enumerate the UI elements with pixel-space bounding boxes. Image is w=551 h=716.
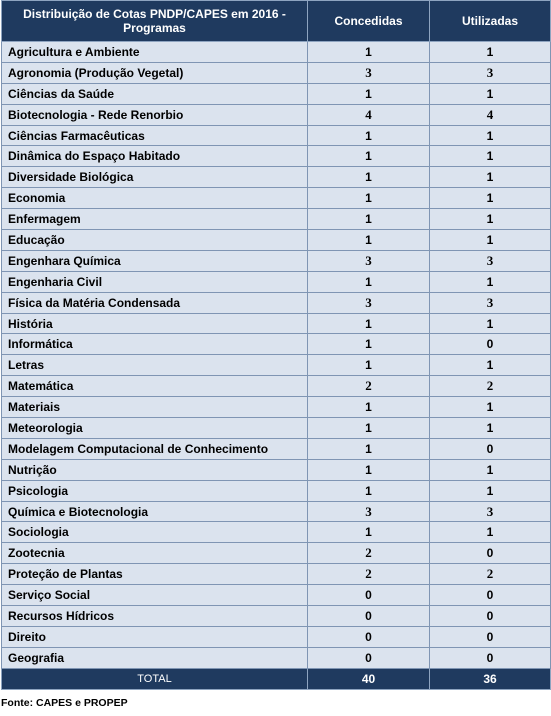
- program-name-cell: Meteorologia: [2, 418, 308, 439]
- concedidas-cell: 0: [308, 647, 430, 668]
- concedidas-cell: 1: [308, 438, 430, 459]
- program-name-cell: Ciências Farmacêuticas: [2, 125, 308, 146]
- program-name-cell: Zootecnia: [2, 543, 308, 564]
- table-row: [2, 397, 551, 418]
- table-row: [2, 334, 551, 355]
- utilizadas-cell: 1: [430, 313, 551, 334]
- table-row: [2, 209, 551, 230]
- program-name-cell: Serviço Social: [2, 585, 308, 606]
- program-name-cell: Informática: [2, 334, 308, 355]
- table-row: [2, 543, 551, 564]
- concedidas-cell: 1: [308, 209, 430, 230]
- concedidas-cell: 3: [308, 62, 430, 83]
- program-name-cell: Física da Matéria Condensada: [2, 292, 308, 313]
- concedidas-cell: 1: [308, 188, 430, 209]
- table-row: [2, 522, 551, 543]
- table-row: [2, 564, 551, 585]
- table-row: [2, 188, 551, 209]
- program-name-cell: Geografia: [2, 647, 308, 668]
- program-name-cell: Economia: [2, 188, 308, 209]
- program-name-cell: Química e Biotecnologia: [2, 501, 308, 522]
- table-row: [2, 230, 551, 251]
- utilizadas-cell: 0: [430, 585, 551, 606]
- utilizadas-cell: 3: [430, 250, 551, 271]
- table-row: [2, 480, 551, 501]
- table-row: [2, 104, 551, 125]
- table-row: [2, 167, 551, 188]
- concedidas-cell: 1: [308, 355, 430, 376]
- concedidas-cell: 3: [308, 501, 430, 522]
- program-name-cell: Recursos Hídricos: [2, 606, 308, 627]
- table-row: [2, 146, 551, 167]
- utilizadas-cell: 0: [430, 647, 551, 668]
- table-row: [2, 459, 551, 480]
- program-name-cell: Materiais: [2, 397, 308, 418]
- source-note: Fonte: CAPES e PROPEP: [1, 697, 128, 709]
- concedidas-cell: 1: [308, 480, 430, 501]
- concedidas-cell: 1: [308, 230, 430, 251]
- program-name-cell: Psicologia: [2, 480, 308, 501]
- concedidas-cell: 1: [308, 125, 430, 146]
- header-utilizadas: Utilizadas: [430, 1, 551, 42]
- header-concedidas: Concedidas: [308, 1, 430, 42]
- table-row: [2, 125, 551, 146]
- program-name-cell: Dinâmica do Espaço Habitado: [2, 146, 308, 167]
- table-row: [2, 585, 551, 606]
- program-name-cell: Educação: [2, 230, 308, 251]
- concedidas-cell: 2: [308, 376, 430, 397]
- utilizadas-cell: 1: [430, 125, 551, 146]
- table-row: [2, 250, 551, 271]
- concedidas-cell: 1: [308, 522, 430, 543]
- table-header-row: [2, 1, 551, 42]
- table-row: [2, 438, 551, 459]
- table-row: [2, 292, 551, 313]
- program-name-cell: Agronomia (Produção Vegetal): [2, 62, 308, 83]
- concedidas-cell: 1: [308, 42, 430, 63]
- utilizadas-cell: 1: [430, 167, 551, 188]
- concedidas-cell: 1: [308, 418, 430, 439]
- utilizadas-cell: 2: [430, 376, 551, 397]
- total-label: TOTAL: [2, 668, 308, 689]
- concedidas-cell: 1: [308, 459, 430, 480]
- concedidas-cell: 3: [308, 250, 430, 271]
- concedidas-cell: 4: [308, 104, 430, 125]
- utilizadas-cell: 1: [430, 83, 551, 104]
- utilizadas-cell: 1: [430, 146, 551, 167]
- program-name-cell: Proteção de Plantas: [2, 564, 308, 585]
- header-programas: Distribuição de Cotas PNDP/CAPES em 2016 - Programas: [2, 1, 308, 42]
- utilizadas-cell: 1: [430, 480, 551, 501]
- concedidas-cell: 1: [308, 167, 430, 188]
- utilizadas-cell: 1: [430, 459, 551, 480]
- concedidas-cell: 1: [308, 146, 430, 167]
- total-utilizadas: 36: [430, 668, 551, 689]
- utilizadas-cell: 2: [430, 564, 551, 585]
- table-row: [2, 418, 551, 439]
- table-row: [2, 83, 551, 104]
- concedidas-cell: 1: [308, 313, 430, 334]
- utilizadas-cell: 1: [430, 209, 551, 230]
- concedidas-cell: 0: [308, 626, 430, 647]
- concedidas-cell: 3: [308, 292, 430, 313]
- concedidas-cell: 1: [308, 83, 430, 104]
- table-row: [2, 42, 551, 63]
- program-name-cell: Sociologia: [2, 522, 308, 543]
- program-name-cell: História: [2, 313, 308, 334]
- table-row: [2, 62, 551, 83]
- concedidas-cell: 1: [308, 271, 430, 292]
- table-row: [2, 626, 551, 647]
- concedidas-cell: 1: [308, 397, 430, 418]
- utilizadas-cell: 1: [430, 397, 551, 418]
- utilizadas-cell: 0: [430, 543, 551, 564]
- program-name-cell: Diversidade Biológica: [2, 167, 308, 188]
- program-name-cell: Direito: [2, 626, 308, 647]
- program-name-cell: Ciências da Saúde: [2, 83, 308, 104]
- program-name-cell: Agricultura e Ambiente: [2, 42, 308, 63]
- table-row: [2, 501, 551, 522]
- program-name-cell: Engenhara Química: [2, 250, 308, 271]
- utilizadas-cell: 1: [430, 271, 551, 292]
- concedidas-cell: 2: [308, 564, 430, 585]
- utilizadas-cell: 4: [430, 104, 551, 125]
- utilizadas-cell: 1: [430, 418, 551, 439]
- program-name-cell: Biotecnologia - Rede Renorbio: [2, 104, 308, 125]
- utilizadas-cell: 1: [430, 522, 551, 543]
- utilizadas-cell: 1: [430, 355, 551, 376]
- program-name-cell: Enfermagem: [2, 209, 308, 230]
- utilizadas-cell: 3: [430, 501, 551, 522]
- utilizadas-cell: 0: [430, 334, 551, 355]
- utilizadas-cell: 1: [430, 230, 551, 251]
- total-concedidas: 40: [308, 668, 430, 689]
- utilizadas-cell: 0: [430, 606, 551, 627]
- utilizadas-cell: 1: [430, 188, 551, 209]
- program-name-cell: Letras: [2, 355, 308, 376]
- concedidas-cell: 0: [308, 585, 430, 606]
- concedidas-cell: 2: [308, 543, 430, 564]
- program-name-cell: Modelagem Computacional de Conhecimento: [2, 438, 308, 459]
- table-row: [2, 376, 551, 397]
- program-name-cell: Engenharia Civil: [2, 271, 308, 292]
- program-name-cell: Matemática: [2, 376, 308, 397]
- concedidas-cell: 1: [308, 334, 430, 355]
- table-row: [2, 271, 551, 292]
- total-row: [2, 668, 551, 689]
- utilizadas-cell: 1: [430, 42, 551, 63]
- table-body: [2, 42, 551, 669]
- concedidas-cell: 0: [308, 606, 430, 627]
- utilizadas-cell: 3: [430, 292, 551, 313]
- table-row: [2, 606, 551, 627]
- utilizadas-cell: 3: [430, 62, 551, 83]
- table-row: [2, 355, 551, 376]
- utilizadas-cell: 0: [430, 438, 551, 459]
- table-row: [2, 313, 551, 334]
- quota-table: [1, 0, 551, 690]
- utilizadas-cell: 0: [430, 626, 551, 647]
- program-name-cell: Nutrição: [2, 459, 308, 480]
- table-row: [2, 647, 551, 668]
